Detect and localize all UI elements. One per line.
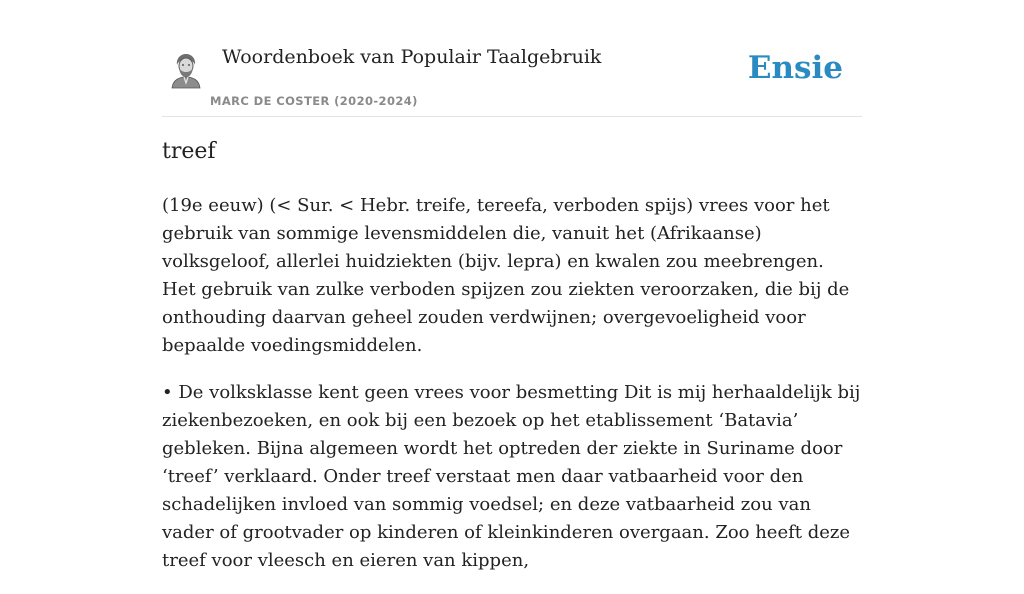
dictionary-title[interactable]: Woordenboek van Populair Taalgebruik	[222, 46, 602, 68]
entry-headword: treef	[162, 139, 216, 164]
site-header	[162, 0, 862, 117]
entry-body	[162, 192, 862, 594]
entry-quote: • De volksklasse kent geen vrees voor besmetting Dit is mij herhaaldelijk bij ziekenbezoeken, en ook bij een bezoek op het etablissement ‘Batavia’ gebleken. Bijna algemeen wordt het optreden der ziekte in Suriname door ‘treef’ verklaard. Onder treef verstaat men daar vatbaarheid voor den schadelijken invloed van sommig voedsel; en deze vatbaarheid zou van vader of grootvader op kinderen of kleinkinderen overgaan. Zoo heeft deze treef voor vleesch en eieren van kippen,	[162, 382, 861, 571]
author-byline[interactable]: MARC DE COSTER (2020-2024)	[210, 94, 418, 108]
author-portrait-icon[interactable]	[170, 52, 202, 88]
brand-logo[interactable]: Ensie	[747, 50, 843, 86]
entry-definition: (19e eeuw) (< Sur. < Hebr. treife, tereefa, verboden spijs) vrees voor het gebruik van sommige levensmiddelen die, vanuit het (Afrikaanse) volksgeloof, allerlei huidziekten (bijv. lepra) en kwalen zou meebrengen. Het gebruik van zulke verboden spijzen zou ziekten veroorzaken, die bij de onthouding daarvan geheel zouden verdwijnen; overgevoeligheid voor bepaalde voedingsmiddelen.	[162, 195, 850, 356]
